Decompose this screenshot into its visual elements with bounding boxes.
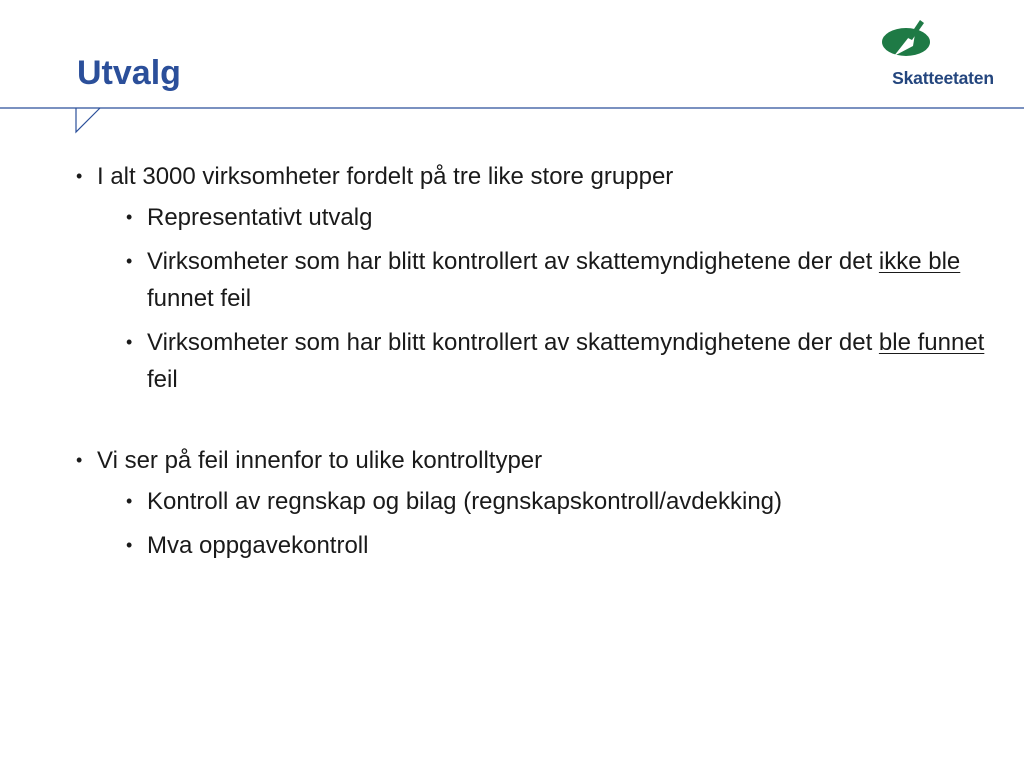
slide-title: Utvalg bbox=[77, 54, 181, 92]
bullet-text: Vi ser på feil innenfor to ulike kontrolltyper bbox=[97, 447, 543, 474]
sub-bullet-item bbox=[124, 199, 994, 236]
logo-wordmark: Skatteetaten bbox=[892, 68, 994, 88]
sub-bullet-item bbox=[124, 527, 994, 564]
bullet-dot: • bbox=[126, 332, 133, 352]
bullet-dot: • bbox=[76, 450, 83, 470]
bullet-item bbox=[74, 442, 994, 479]
sub-bullet-item bbox=[124, 243, 994, 317]
sub-bullet-text: Mva oppgavekontroll bbox=[147, 532, 369, 559]
header-divider bbox=[0, 100, 1024, 140]
bullet-dot: • bbox=[126, 491, 133, 511]
leaf-logo-icon bbox=[880, 18, 936, 58]
bullet-dot: • bbox=[126, 251, 133, 271]
sub-bullet-item bbox=[124, 483, 994, 520]
sub-bullet-item bbox=[124, 324, 994, 398]
bullet-dot: • bbox=[76, 166, 83, 186]
sub-bullet-text-end: feil bbox=[147, 366, 178, 393]
sub-bullet-text: Representativt utvalg bbox=[147, 204, 373, 231]
bullet-dot: • bbox=[126, 535, 133, 555]
bullet-dot: • bbox=[126, 207, 133, 227]
bullet-item bbox=[74, 158, 994, 195]
section-gap bbox=[74, 398, 994, 442]
skatteetaten-logo bbox=[868, 18, 1018, 96]
underlined-text: ikke ble bbox=[878, 248, 961, 275]
bullet-list bbox=[74, 158, 994, 564]
sub-bullet-text-end: funnet feil bbox=[147, 285, 252, 312]
sub-bullet-text-start: Virksomheter som har blitt kontrollert av skattemyndighetene der det bbox=[147, 329, 879, 356]
sub-bullet-text: Kontroll av regnskap og bilag (regnskapskontroll/avdekking) bbox=[147, 488, 783, 515]
underlined-text: ble funnet bbox=[878, 329, 985, 356]
sub-bullet-text-start: Virksomheter som har blitt kontrollert av skattemyndighetene der det bbox=[147, 248, 879, 275]
bullet-text: I alt 3000 virksomheter fordelt på tre like store grupper bbox=[97, 163, 674, 190]
